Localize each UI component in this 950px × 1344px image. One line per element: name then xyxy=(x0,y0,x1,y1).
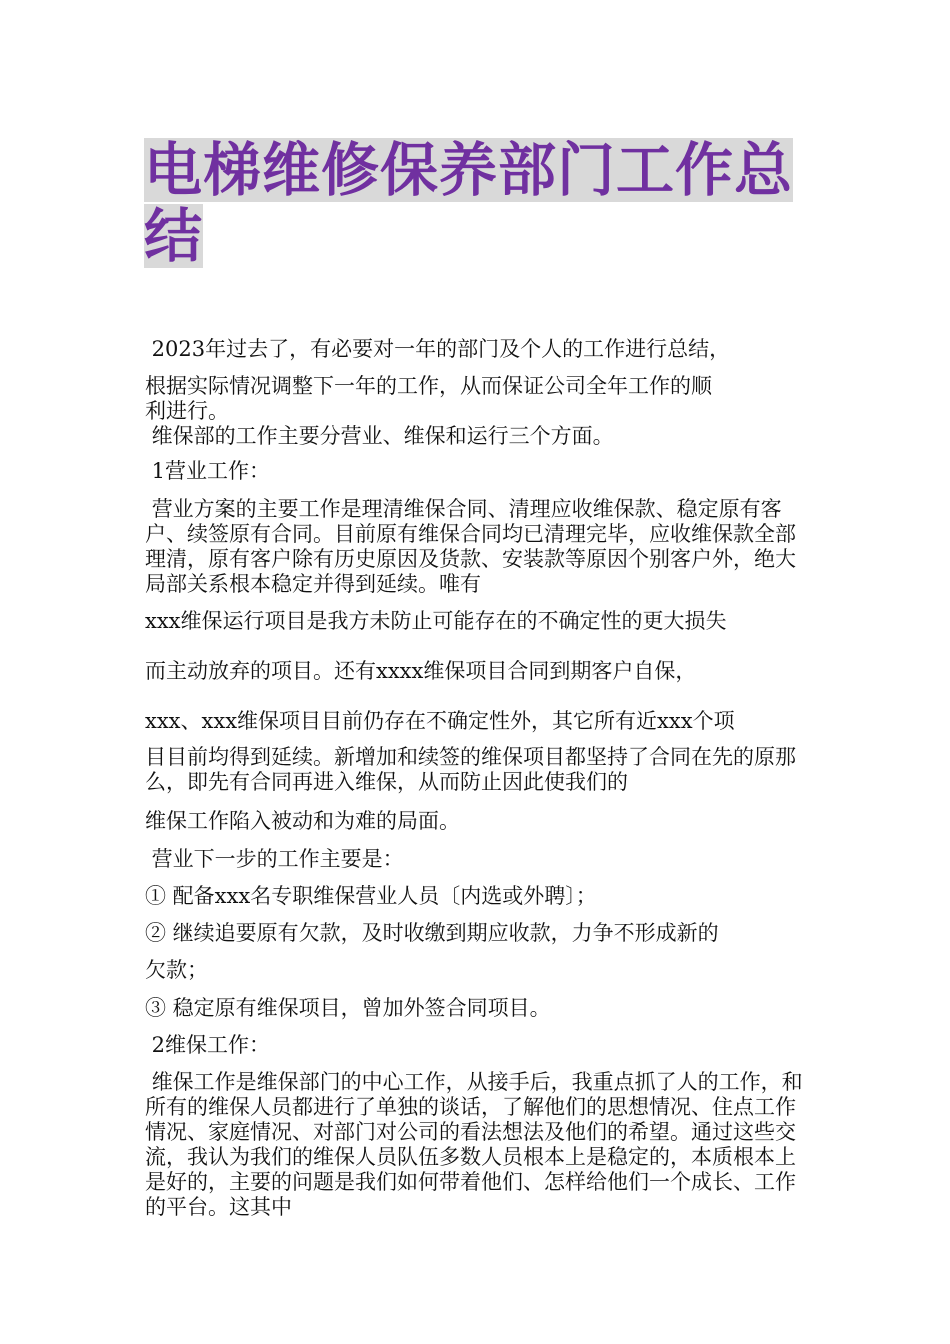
paragraph-overview: 维保部的工作主要分营业、维保和运行三个方面。 xyxy=(145,424,614,448)
paragraph-sales-a: 营业方案的主要工作是理清维保合同、清理应收维保款、稳定原有客户、续签原有合同。目前原有维保合同均已清理完毕，应收维保款全部理清，原有客户除有历史原因及货款、安装款等原因个别客户外，绝大局部关系根本稳定并得到延续。唯有 xyxy=(145,497,796,596)
paragraph-sales-f: 维保工作陷入被动和为难的局面。 xyxy=(145,809,460,833)
paragraph-intro-line-2: 根据实际情况调整下一年的工作，从而保证公司全年工作的顺 xyxy=(145,374,712,398)
list-item-2-line-2: 欠款； xyxy=(145,958,208,982)
paragraph-sales-b: xxx维保运行项目是我方未防止可能存在的不确定性的更大损失 xyxy=(145,609,727,633)
paragraph-next-steps: 营业下一步的工作主要是： xyxy=(145,847,404,871)
list-item-1: ① 配备xxx名专职维保营业人员〔内选或外聘〕； xyxy=(145,884,597,908)
heading-maintenance: 2维保工作： xyxy=(145,1033,271,1057)
list-item-3: ③ 稳定原有维保项目，曾加外签合同项目。 xyxy=(145,996,551,1020)
list-item-2-line-1: ② 继续追要原有欠款，及时收缴到期应收款，力争不形成新的 xyxy=(145,921,719,945)
paragraph-intro-line-3: 利进行。 xyxy=(145,399,229,423)
heading-sales: 1营业工作： xyxy=(145,459,271,483)
paragraph-sales-d: xxx、xxx维保项目目前仍存在不确定性外，其它所有近xxx个项 xyxy=(145,709,735,733)
paragraph-maintenance: 维保工作是维保部门的中心工作，从接手后，我重点抓了人的工作，和所有的维保人员都进行了单独的谈话，了解他们的思想情况、住点工作情况、家庭情况、对部门对公司的看法想法及他们的希望。通过这些交流，我认为我们的维保人员队伍多数人员根本上是稳定的，本质根本上是好的，主要的问题是我们如何带着他们、怎样给他们一个成长、工作的平台。这其中 xyxy=(145,1070,803,1219)
paragraph-sales-c: 而主动放弃的项目。还有xxxx维保项目合同到期客户自保， xyxy=(145,659,697,683)
paragraph-sales-e: 目目前均得到延续。新增加和续签的维保项目都坚持了合同在先的原那么，即先有合同再进入维保，从而防止因此使我们的 xyxy=(145,745,796,794)
paragraph-intro-line-1: 2023年过去了，有必要对一年的部门及个人的工作进行总结， xyxy=(145,337,731,361)
title-line-2: 结 xyxy=(144,202,204,270)
title-line-1: 电梯维修保养部门工作总 xyxy=(144,136,794,204)
